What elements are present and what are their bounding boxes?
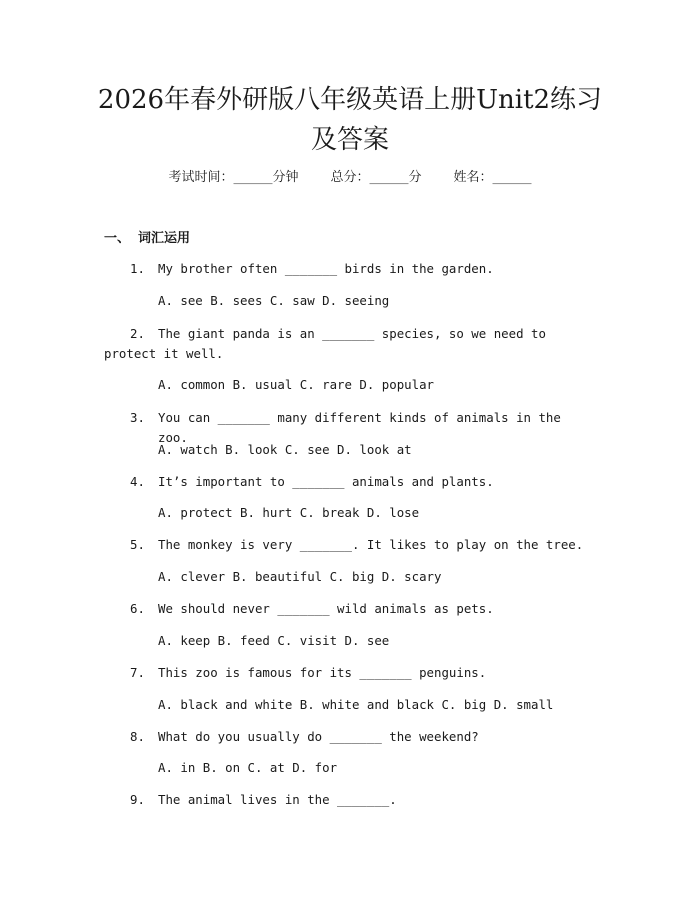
student-name-label: 姓名：______ xyxy=(453,170,532,185)
exam-time-label: 考试时间：______分钟 xyxy=(168,170,299,185)
question-1-options: A. see B. sees C. saw D. seeing xyxy=(158,293,390,308)
question-3-options: A. watch B. look C. see D. look at xyxy=(158,442,412,457)
question-text: What do you usually do _______ the weekend? xyxy=(158,729,479,744)
question-text: It’s important to _______ animals and plants. xyxy=(158,474,494,489)
question-number: 2. xyxy=(130,326,145,341)
section-heading xyxy=(104,229,190,249)
question-5 xyxy=(104,535,594,555)
title-line-2: 及答案 xyxy=(310,125,389,155)
question-7-options: A. black and white B. white and black C. big D. small xyxy=(158,697,554,712)
question-4-options: A. protect B. hurt C. break D. lose xyxy=(158,505,420,520)
question-text: The giant panda is an _______ species, so we need to protect it well. xyxy=(104,326,546,361)
question-number: 4. xyxy=(130,474,145,489)
question-4 xyxy=(104,472,594,492)
question-text: My brother often _______ birds in the garden. xyxy=(158,261,494,276)
question-number: 1. xyxy=(130,261,145,276)
title-line-1: 2026年春外研版八年级英语上册Unit2练习 xyxy=(97,85,603,115)
question-number: 9. xyxy=(130,792,145,807)
question-5-options: A. clever B. beautiful C. big D. scary xyxy=(158,569,442,584)
question-6 xyxy=(104,599,594,619)
question-text: The animal lives in the _______. xyxy=(158,792,397,807)
question-9 xyxy=(104,790,594,810)
question-number: 6. xyxy=(130,601,145,616)
question-text: You can _______ many different kinds of animals in the zoo. xyxy=(158,410,561,445)
section-number: 一、 xyxy=(104,231,131,246)
question-2 xyxy=(104,324,594,364)
section-title: 词汇运用 xyxy=(138,231,191,246)
question-8-options: A. in B. on C. at D. for xyxy=(158,760,338,775)
question-6-options: A. keep B. feed C. visit D. see xyxy=(158,633,390,648)
question-8 xyxy=(104,727,594,747)
question-number: 5. xyxy=(130,537,145,552)
total-score-label: 总分：______分 xyxy=(330,170,422,185)
question-number: 3. xyxy=(130,410,145,425)
question-number: 7. xyxy=(130,665,145,680)
question-text: The monkey is very _______. It likes to play on the tree. xyxy=(158,537,584,552)
question-2-options: A. common B. usual C. rare D. popular xyxy=(158,377,435,392)
exam-meta xyxy=(0,168,700,188)
document-title xyxy=(90,80,610,160)
question-number: 8. xyxy=(130,729,145,744)
question-1 xyxy=(104,259,594,279)
question-text: We should never _______ wild animals as pets. xyxy=(158,601,494,616)
question-7 xyxy=(104,663,594,683)
question-text: This zoo is famous for its _______ penguins. xyxy=(158,665,487,680)
